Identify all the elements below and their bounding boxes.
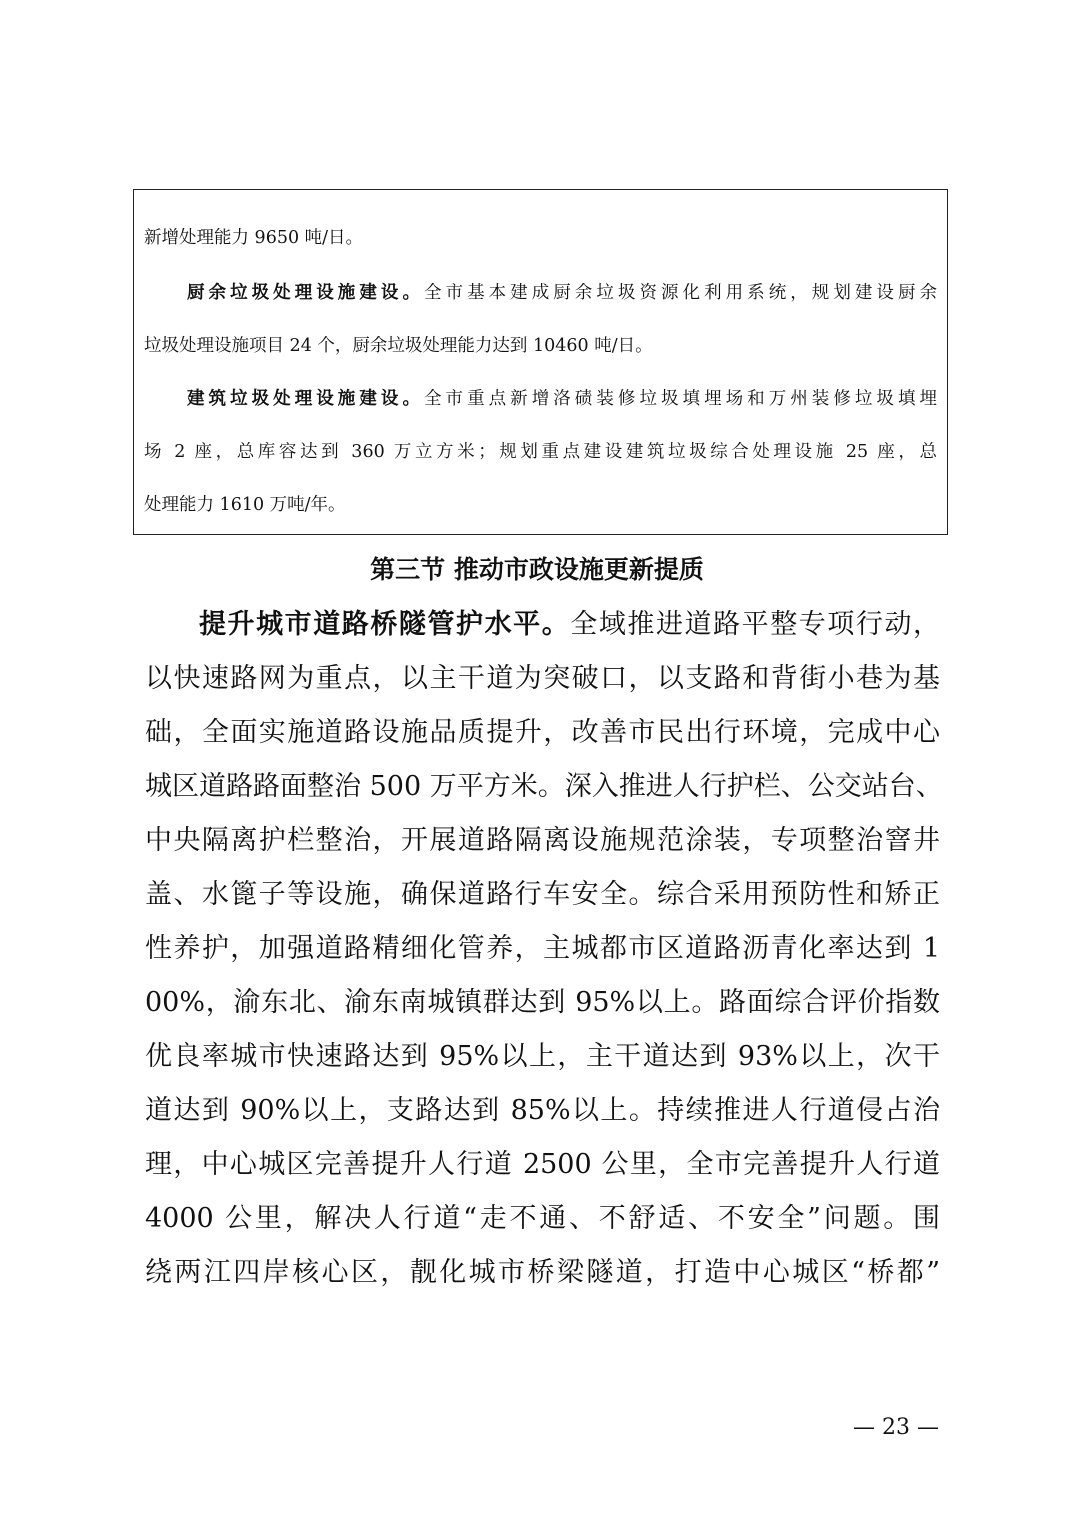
body-line: 理，中心城区完善提升人行道 2500 公里，全市完善提升人行道 [145, 1149, 940, 1180]
body-lead-text: 全域推进道路平整专项行动， [570, 609, 941, 640]
box-paragraph-2-heading: 建筑垃圾处理设施建设。 [187, 389, 424, 409]
body-line: 中央隔离护栏整治，开展道路隔离设施规范涂装，专项整治窨井 [145, 825, 940, 856]
section-title: 第三节 推动市政设施更新提质 [370, 555, 704, 584]
box-paragraph-1-line-2: 垃圾处理设施项目 24 个，厨余垃圾处理能力达到 10460 吨/日。 [144, 336, 653, 356]
body-lead-heading: 提升城市道路桥隧管护水平。 [199, 609, 571, 640]
page-number: — 23 — [853, 1415, 939, 1440]
body-line-lead [199, 607, 940, 643]
box-paragraph-2-line-1 [187, 388, 937, 410]
body-line: 00%，渝东北、渝东南城镇群达到 95%以上。路面综合评价指数 [145, 987, 940, 1018]
body-line: 优良率城市快速路达到 95%以上，主干道达到 93%以上，次干 [145, 1041, 940, 1072]
box-paragraph-2-line-3: 处理能力 1610 万吨/年。 [144, 495, 346, 515]
text-box [133, 189, 948, 535]
box-paragraph-2-text: 全市重点新增洛碛装修垃圾填埋场和万州装修垃圾填埋 [424, 389, 938, 409]
box-paragraph-1-text: 全市基本建成厨余垃圾资源化利用系统，规划建设厨余 [424, 283, 938, 303]
body-line: 绕两江四岸核心区，靓化城市桥梁隧道，打造中心城区“桥都” [145, 1257, 940, 1288]
box-line-1: 新增处理能力 9650 吨/日。 [144, 228, 364, 248]
box-paragraph-1-line-1 [187, 282, 937, 304]
body-line: 础，全面实施道路设施品质提升，改善市民出行环境，完成中心 [145, 717, 940, 748]
body-line: 4000 公里，解决人行道“走不通、不舒适、不安全”问题。围 [145, 1203, 940, 1234]
box-paragraph-2-line-2: 场 2 座，总库容达到 360 万立方米；规划重点建设建筑垃圾综合处理设施 25 座，总 [144, 442, 937, 462]
body-line: 盖、水篦子等设施，确保道路行车安全。综合采用预防性和矫正 [145, 879, 940, 910]
box-paragraph-1-heading: 厨余垃圾处理设施建设。 [187, 283, 424, 303]
body-line: 性养护，加强道路精细化管养，主城都市区道路沥青化率达到 1 [145, 933, 940, 964]
body-line: 城区道路路面整治 500 万平方米。深入推进人行护栏、公交站台、 [145, 771, 943, 802]
body-line: 以快速路网为重点，以主干道为突破口，以支路和背街小巷为基 [145, 663, 940, 694]
body-line: 道达到 90%以上，支路达到 85%以上。持续推进人行道侵占治 [145, 1095, 940, 1126]
